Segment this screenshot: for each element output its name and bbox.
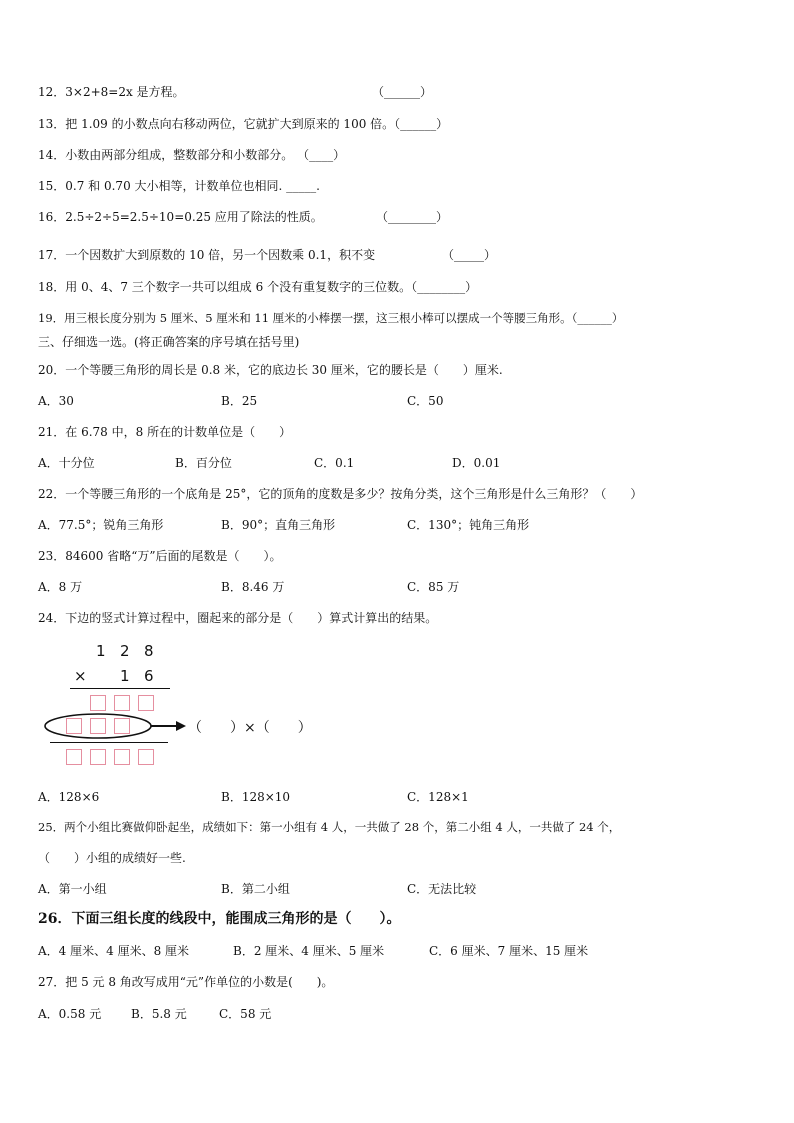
digit-box	[66, 749, 82, 765]
calc-digit: 2	[120, 642, 130, 660]
calc-digit: 1	[96, 642, 106, 660]
q24-option-c: C．128×1	[407, 790, 469, 804]
q22-option-b: B．90°；直角三角形	[221, 518, 336, 532]
question-17: 17．一个因数扩大到原数的 10 倍，另一个因数乘 0.1，积不变	[38, 248, 376, 262]
q22-option-a: A．77.5°；锐角三角形	[38, 518, 164, 532]
q20-option-b: B．25	[221, 394, 258, 408]
question-25-continued: （ ）小组的成绩好一些.	[38, 851, 186, 865]
q21-option-b: B．百分位	[175, 456, 232, 470]
circle-outline	[45, 714, 151, 738]
q20-option-c: C．50	[407, 394, 444, 408]
q24-option-a: A．128×6	[38, 790, 100, 804]
calc-digit: 8	[144, 642, 154, 660]
question-21: 21．在 6.78 中，8 所在的计数单位是（ ）	[38, 425, 292, 439]
question-16: 16．2.5÷2÷5=2.5÷10=0.25 应用了除法的性质。	[38, 210, 323, 224]
question-26: 26．下面三组长度的线段中，能围成三角形的是（ ）。	[38, 911, 401, 927]
q21-option-a: A．十分位	[38, 456, 95, 470]
q25-option-a: A．第一小组	[38, 882, 107, 896]
times-sign: ×	[74, 667, 87, 685]
q22-option-c: C．130°；钝角三角形	[407, 518, 530, 532]
question-23: 23．84600 省略“万”后面的尾数是（ ）。	[38, 549, 282, 563]
question-27: 27．把 5 元 8 角改写成用“元”作单位的小数是( )。	[38, 975, 334, 989]
question-25: 25．两个小组比赛做仰卧起坐，成绩如下：第一小组有 4 人，一共做了 28 个，第二小组 4 人，一共做了 24 个，	[38, 820, 621, 834]
q23-option-c: C．85 万	[407, 580, 460, 594]
calc-rule-line	[50, 742, 168, 743]
question-22: 22．一个等腰三角形的一个底角是 25°，它的顶角的度数是多少？按角分类，这个三角形是什么三角形？（ ）	[38, 487, 643, 501]
digit-box	[114, 749, 130, 765]
question-24: 24．下边的竖式计算过程中，圈起来的部分是（ ）算式计算出的结果。	[38, 611, 438, 625]
digit-box	[138, 749, 154, 765]
vertical-multiplication-figure	[40, 638, 340, 773]
calc-digit: 6	[144, 667, 154, 685]
question-14: 14．小数由两部分组成，整数部分和小数部分。 （____）	[38, 148, 346, 162]
section-3-heading: 三、仔细选一选。(将正确答案的序号填在括号里)	[38, 335, 300, 349]
q26-option-a: A．4 厘米、4 厘米、8 厘米	[38, 944, 190, 958]
q23-option-b: B．8.46 万	[221, 580, 285, 594]
q25-option-b: B．第二小组	[221, 882, 290, 896]
question-12: 12．3×2+8=2x 是方程。	[38, 85, 185, 99]
q27-option-b: B．5.8 元	[131, 1007, 187, 1021]
question-15: 15．0.7 和 0.70 大小相等，计数单位也相同. _____.	[38, 179, 320, 193]
arrow-head-icon	[176, 721, 186, 731]
q25-option-c: C．无法比较	[407, 882, 477, 896]
digit-box	[90, 749, 106, 765]
q24-option-b: B．128×10	[221, 790, 291, 804]
question-18: 18．用 0、4、7 三个数字一共可以组成 6 个没有重复数字的三位数。（________）	[38, 280, 478, 294]
q23-option-a: A．8 万	[38, 580, 83, 594]
question-19: 19．用三根长度分别为 5 厘米、5 厘米和 11 厘米的小棒摆一摆，这三根小棒可以摆成一个等腰三角形。（______）	[38, 311, 624, 325]
q26-option-b: B．2 厘米、4 厘米、5 厘米	[233, 944, 385, 958]
answer-blank-16: （________）	[376, 210, 449, 224]
question-20: 20．一个等腰三角形的周长是 0.8 米，它的底边长 30 厘米，它的腰长是（ ）厘米.	[38, 363, 503, 377]
answer-blank-17: （_____）	[442, 248, 497, 262]
answer-blank-12: （______）	[372, 85, 433, 99]
circled-partial-product	[40, 638, 340, 773]
q20-option-a: A．30	[38, 394, 74, 408]
q26-option-c: C．6 厘米、7 厘米、15 厘米	[429, 944, 589, 958]
q27-option-a: A．0.58 元	[38, 1007, 102, 1021]
calc-digit: 1	[120, 667, 130, 685]
question-13: 13．把 1.09 的小数点向右移动两位，它就扩大到原来的 100 倍。（______）	[38, 117, 449, 131]
multiplication-annotation: （ ）×（ ）	[188, 720, 312, 736]
q21-option-c: C．0.1	[314, 456, 355, 470]
q21-option-d: D．0.01	[452, 456, 501, 470]
q27-option-c: C．58 元	[219, 1007, 272, 1021]
